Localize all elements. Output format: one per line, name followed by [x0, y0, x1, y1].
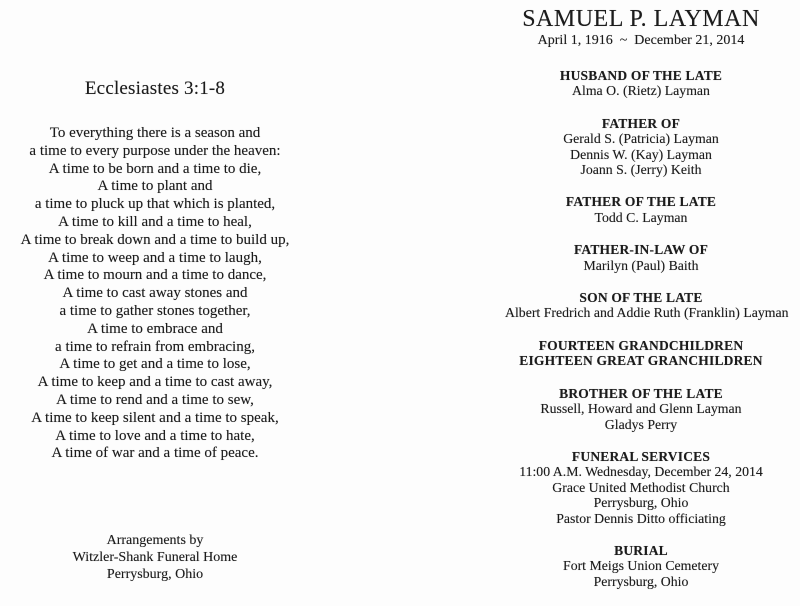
poem-line: A time to rend and a time to sew, [56, 391, 254, 408]
poem-line: A time to plant and [97, 178, 213, 195]
poem-line: a time to pluck up that which is planted, [34, 196, 276, 213]
program-section [505, 116, 777, 178]
section-header: BROTHER OF THE LATE [559, 385, 723, 401]
poem-line: A time of war and a time of peace. [51, 445, 259, 462]
family-sections [505, 68, 789, 589]
poem-line: a time to gather stones together, [59, 302, 251, 319]
poem-line: A time to love and a time to hate, [55, 427, 255, 444]
program-section [505, 194, 777, 225]
section-header: FOURTEEN GRANDCHILDREN [538, 337, 744, 353]
section-line: Perrysburg, Ohio [593, 495, 689, 511]
left-page [5, 78, 305, 583]
program-section [505, 386, 777, 432]
section-line: Albert Fredrich and Addie Ruth (Franklin) Layman [505, 305, 789, 321]
poem-line: A time to be born and a time to die, [48, 160, 262, 177]
poem-line: A time to kill and a time to heal, [58, 213, 252, 230]
program-section [505, 242, 777, 273]
section-line: Gerald S. (Patricia) Layman [563, 131, 719, 147]
birth-date: April 1, 1916 [537, 33, 613, 48]
section-line: Joann S. (Jerry) Keith [580, 162, 702, 178]
section-header: FATHER OF [601, 115, 681, 131]
section-header: HUSBAND OF THE LATE [559, 68, 723, 83]
dates-separator: ~ [619, 33, 628, 48]
scripture-poem [5, 125, 305, 463]
section-header: FATHER-IN-LAW OF [573, 242, 709, 258]
section-line: Perrysburg, Ohio [593, 573, 689, 589]
section-line: Alma O. (Rietz) Layman [572, 83, 710, 99]
poem-line: A time to mourn and a time to dance, [43, 267, 267, 284]
section-line: Grace United Methodist Church [552, 479, 730, 495]
poem-line: A time to keep and a time to cast away, [37, 374, 273, 391]
death-date: December 21, 2014 [634, 33, 745, 48]
section-line: Fort Meigs Union Cemetery [563, 558, 719, 574]
program-section [505, 338, 777, 369]
arrangements-line-1: Arrangements by [106, 533, 204, 548]
poem-line: A time to weep and a time to laugh, [48, 249, 262, 266]
section-header: FUNERAL SERVICES [571, 448, 711, 464]
section-line: Dennis W. (Kay) Layman [570, 146, 712, 162]
program-section [505, 68, 777, 99]
poem-line: A time to break down and a time to build up, [20, 231, 290, 248]
arrangements-note [5, 532, 305, 584]
program-section [505, 543, 777, 589]
section-header: FATHER OF THE LATE [565, 194, 717, 210]
poem-line: A time to get and a time to lose, [59, 356, 251, 373]
life-dates [505, 33, 777, 49]
section-line: Todd C. Layman [594, 209, 688, 225]
right-page [505, 5, 789, 606]
section-header: EIGHTEEN GREAT GRANCHILDREN [519, 353, 763, 369]
scripture-heading: Ecclesiastes 3:1-8 [84, 78, 226, 99]
deceased-name: SAMUEL P. LAYMAN [522, 6, 760, 32]
section-line: Russell, Howard and Glenn Layman [540, 401, 742, 417]
program-section [505, 449, 777, 526]
poem-line: a time to every purpose under the heaven: [29, 142, 281, 159]
program-section [505, 290, 789, 321]
arrangements-line-3: Perrysburg, Ohio [106, 567, 204, 583]
poem-line: A time to embrace and [87, 320, 223, 337]
section-header: SON OF THE LATE [579, 290, 703, 306]
poem-line: A time to keep silent and a time to speak, [31, 409, 279, 426]
poem-line: A time to cast away stones and [62, 285, 248, 302]
section-line: Pastor Dennis Ditto officiating [556, 510, 726, 526]
poem-line: To everything there is a season and [49, 125, 261, 141]
section-line: Gladys Perry [604, 416, 678, 432]
arrangements-line-2: Witzler-Shank Funeral Home [72, 550, 238, 566]
poem-line: a time to refrain from embracing, [55, 338, 255, 355]
section-line: 11:00 A.M. Wednesday, December 24, 2014 [519, 464, 763, 480]
section-header: BURIAL [614, 542, 668, 558]
section-line: Marilyn (Paul) Baith [583, 257, 699, 273]
